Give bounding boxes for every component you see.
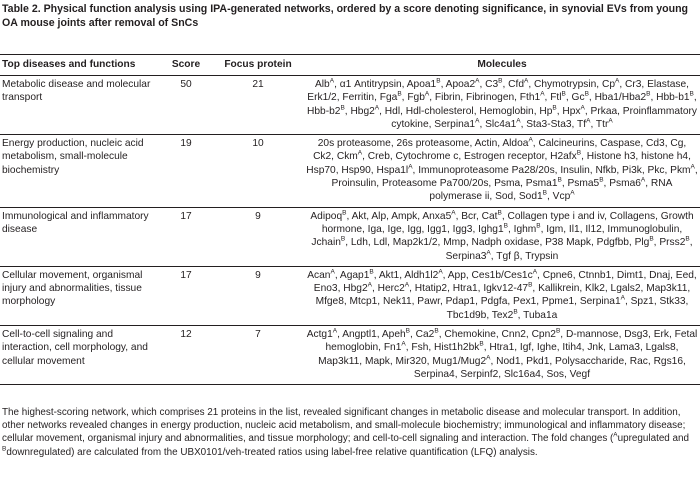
table-row bbox=[0, 207, 700, 266]
downregulated-marker: B bbox=[649, 235, 654, 243]
downregulated-marker: B bbox=[552, 104, 557, 112]
ipa-network-table bbox=[0, 54, 700, 385]
downregulated-marker: B bbox=[497, 209, 502, 217]
downregulated-marker: B bbox=[498, 77, 503, 85]
focus-protein-cell: 10 bbox=[252, 138, 264, 150]
upregulated-marker: A bbox=[540, 90, 545, 98]
downregulated-marker: B bbox=[542, 189, 548, 197]
upregulated-marker: A bbox=[486, 249, 491, 257]
downregulated-marker: B bbox=[576, 150, 582, 158]
upregulated-marker: A bbox=[404, 281, 410, 289]
upregulated-marker: A bbox=[475, 77, 480, 85]
table-row bbox=[0, 326, 700, 385]
focus-protein-cell: 7 bbox=[255, 329, 261, 341]
downregulated-marker: B bbox=[685, 235, 690, 243]
downregulated-marker: B bbox=[513, 308, 518, 316]
header-row bbox=[0, 55, 700, 76]
upregulated-marker: A bbox=[690, 163, 695, 171]
upregulated-marker: A bbox=[613, 432, 618, 440]
disease-cell: Metabolic disease and molecular transport bbox=[2, 79, 151, 104]
downregulated-marker: B bbox=[555, 327, 561, 335]
downregulated-marker: B bbox=[557, 176, 562, 184]
upregulated-marker: A bbox=[608, 117, 613, 125]
upregulated-marker: A bbox=[401, 340, 406, 348]
disease-cell: Immunological and inflammatory disease bbox=[2, 210, 149, 235]
upregulated-marker: A bbox=[357, 150, 363, 158]
downregulated-marker: B bbox=[340, 235, 346, 243]
disease-cell: Cell-to-cell signaling and interaction, cell morphology, and cellular movement bbox=[2, 329, 148, 367]
header-molecules: Molecules bbox=[477, 59, 527, 71]
table-caption: Table 2. Physical function analysis using IPA-generated networks, ordered by a score denoting significance, in synovial EVs from young OA mouse joints after removal of SnCs bbox=[2, 3, 689, 29]
downregulated-marker: B bbox=[434, 327, 439, 335]
table-footnote: The highest-scoring network, which comprises 21 proteins in the list, revealed significant changes in metabolic disease and molecular transport. In addition, other networks revealed changes in energy production, nucleic acid metabolism, and small-molecule biochemistry; immunological and inflammatory disease; cellular movement, organismal injury and abnormalities, and tissue morphology; and cell-to-cell signaling and interaction. The fold changes ($^A$upregulated and $^B$downregulated) are calculated from the UBX0101/veh-treated ratios using label-free relative quantification (LFQ) analysis. bbox=[2, 407, 690, 458]
downregulated-marker: B bbox=[536, 222, 541, 230]
upregulated-marker: A bbox=[424, 90, 430, 98]
upregulated-marker: A bbox=[367, 281, 372, 289]
table-row bbox=[0, 76, 700, 135]
downregulated-marker: B bbox=[397, 90, 402, 98]
downregulated-marker: B bbox=[405, 327, 410, 335]
downregulated-marker: B bbox=[689, 90, 694, 98]
molecules-cell: Alb$^A$, α1 Antitrypsin, $Apoa1^B$, $Apoa2^A$, $C3^B$, Cfd$^A$, Chymotrypsin, $Cp^A$, Cr3, Elastase, Erk1/2, Ferritin, Fga$^B$, Fgb$^A$, Fibrin, Fibrinogen, $Fth1^A$, Ftl$^B$, $Gc^B$, $Hba1/Hba2^B$, Hbb-$b1^B$, Hbb-$b2^B$, $Hbg2^A$, Hdl, Hdl-cholesterol, Hemoglobin, $Hp^B$, Hpx$^A$, Prkaa, Proinflammatory cytokine, $Serpina1^A$, $Slc4a1^A$, Sta3-Sta3, $Tf^A$, Ttr$^A$ bbox=[307, 77, 697, 130]
upregulated-marker: A bbox=[330, 268, 335, 276]
downregulated-marker: B bbox=[436, 77, 441, 85]
downregulated-marker: B bbox=[528, 281, 533, 289]
upregulated-marker: A bbox=[620, 295, 625, 303]
header-focus-protein: Focus protein bbox=[224, 59, 292, 71]
upregulated-marker: A bbox=[640, 176, 646, 184]
score-cell: 12 bbox=[180, 329, 192, 341]
upregulated-marker: A bbox=[615, 77, 620, 85]
score-cell: 19 bbox=[180, 138, 192, 150]
molecules-cell: 20s proteasome, 26s proteasome, Actin, Aldoa$^A$, Calcineurins, Caspase, Cd3, Cg, Ck2, Ckm$^A$, Creb, Cytochrome c, Estrogen receptor, H2afx$^B$, Histone h3, histone h4, Hsp70, Hsp90, $Hspa1l^A$, Immunoproteasome Pa28/20s, Insulin, Nfkb, Pi3k, Pkc, Pkm$^A$, Proinsulin, Proteasome Pa700/20s, Psma, $Psma1^B$, $Psma5^B$, $Psma6^A$, RNA polymerase ii, Sod, $Sod1^B$, Vcp$^A$ bbox=[306, 136, 698, 203]
upregulated-marker: A bbox=[570, 189, 575, 197]
header-diseases: Top diseases and functions bbox=[2, 59, 136, 71]
downregulated-marker: B bbox=[479, 340, 484, 348]
focus-protein-cell: 9 bbox=[255, 210, 261, 222]
molecules-cell: Acan$^A$, $Agap1^B$, Akt1, $Aldh1l2^A$, App, $Ces1b/Ces1c^A$, Cpne6, Ctnnb1, Dimt1, Dnaj, Eed, Eno3, $Hbg2^A$, $Herc2^A$, Htatip2, Htra1, $Igkv12-47^B$, Kallikrein, Klk2, Lgals2, Map3k11, Mfge8, Mtcp1, Nek11, Pawr, Pdap1, Pdgfa, Pex1, Ppme1, $Serpina1^A$, Spz1, Stk33, Tbc1d9b, $Tex2^B$, Tuba1a bbox=[307, 268, 697, 321]
upregulated-marker: A bbox=[451, 209, 456, 217]
upregulated-marker: A bbox=[486, 354, 491, 362]
downregulated-marker: B bbox=[584, 90, 589, 98]
downregulated-marker: B bbox=[369, 268, 374, 276]
upregulated-marker: A bbox=[524, 77, 529, 85]
focus-protein-cell: 21 bbox=[252, 79, 264, 90]
downregulated-marker: B bbox=[503, 222, 508, 230]
table-row bbox=[0, 135, 700, 207]
score-cell: 17 bbox=[180, 210, 192, 222]
downregulated-marker: B bbox=[340, 104, 345, 112]
upregulated-marker: A bbox=[475, 117, 480, 125]
upregulated-marker: A bbox=[516, 117, 521, 125]
molecules-cell: Adipoq$^B$, Akt, Alp, Ampk, $Anxa5^A$, Bcr, Cat$^B$, Collagen type i and iv, Collagens, Growth hormone, Iga, Ige, Igg, Igg1, Igg3, $Ighg1^B$, Ighm$^B$, Igm, Il1, Il12, Immunoglobulin, Jchain$^B$, Ldh, Ldl, Map2k1/2, Mmp, Nadph oxidase, P38 Mapk, Pdgfbb, Plg$^B$, $Prss2^B$, $Serpina3^A$, Tgf β, Trypsin bbox=[310, 209, 694, 262]
downregulated-marker: B bbox=[2, 445, 7, 453]
score-cell: 50 bbox=[180, 79, 192, 90]
table-row bbox=[0, 266, 700, 325]
upregulated-marker: A bbox=[528, 136, 533, 144]
downregulated-marker: B bbox=[342, 209, 347, 217]
upregulated-marker: A bbox=[532, 268, 538, 276]
upregulated-marker: A bbox=[586, 117, 591, 125]
upregulated-marker: A bbox=[329, 77, 335, 85]
downregulated-marker: B bbox=[561, 90, 566, 98]
downregulated-marker: B bbox=[599, 176, 604, 184]
upregulated-marker: A bbox=[408, 163, 413, 171]
disease-cell: Energy production, nucleic acid metabolism, small-molecule biochemistry bbox=[2, 138, 144, 176]
disease-cell: Cellular movement, organismal injury and abnormalities, tissue morphology bbox=[2, 269, 143, 308]
upregulated-marker: A bbox=[580, 104, 585, 112]
focus-protein-cell: 9 bbox=[255, 269, 261, 281]
molecules-cell: $Actg1^A$, Angptl1, Apeh$^B$, $Ca2^B$, Chemokine, Cnn2, $Cpn2^B$, D-mannose, Dsg3, Erk, Fetal hemoglobin, $Fn1^A$, Fsh, $Hist1h2bk^B$, Htra1, Igf, Ighe, Itih4, Jnk, Lama3, Lgals8, Map3k11, Mapk, Mir320, $Mug1/Mug2^A$, Nod1, Pkd1, Polysaccharide, Rac, Rgs16, Serpina4, Serpinf2, Slc16a4, Sos, Vegf bbox=[306, 327, 698, 380]
upregulated-marker: A bbox=[332, 327, 338, 335]
score-cell: 17 bbox=[180, 269, 192, 281]
header-score: Score bbox=[171, 59, 201, 71]
upregulated-marker: A bbox=[438, 268, 443, 276]
upregulated-marker: A bbox=[374, 104, 380, 112]
downregulated-marker: B bbox=[646, 90, 651, 98]
